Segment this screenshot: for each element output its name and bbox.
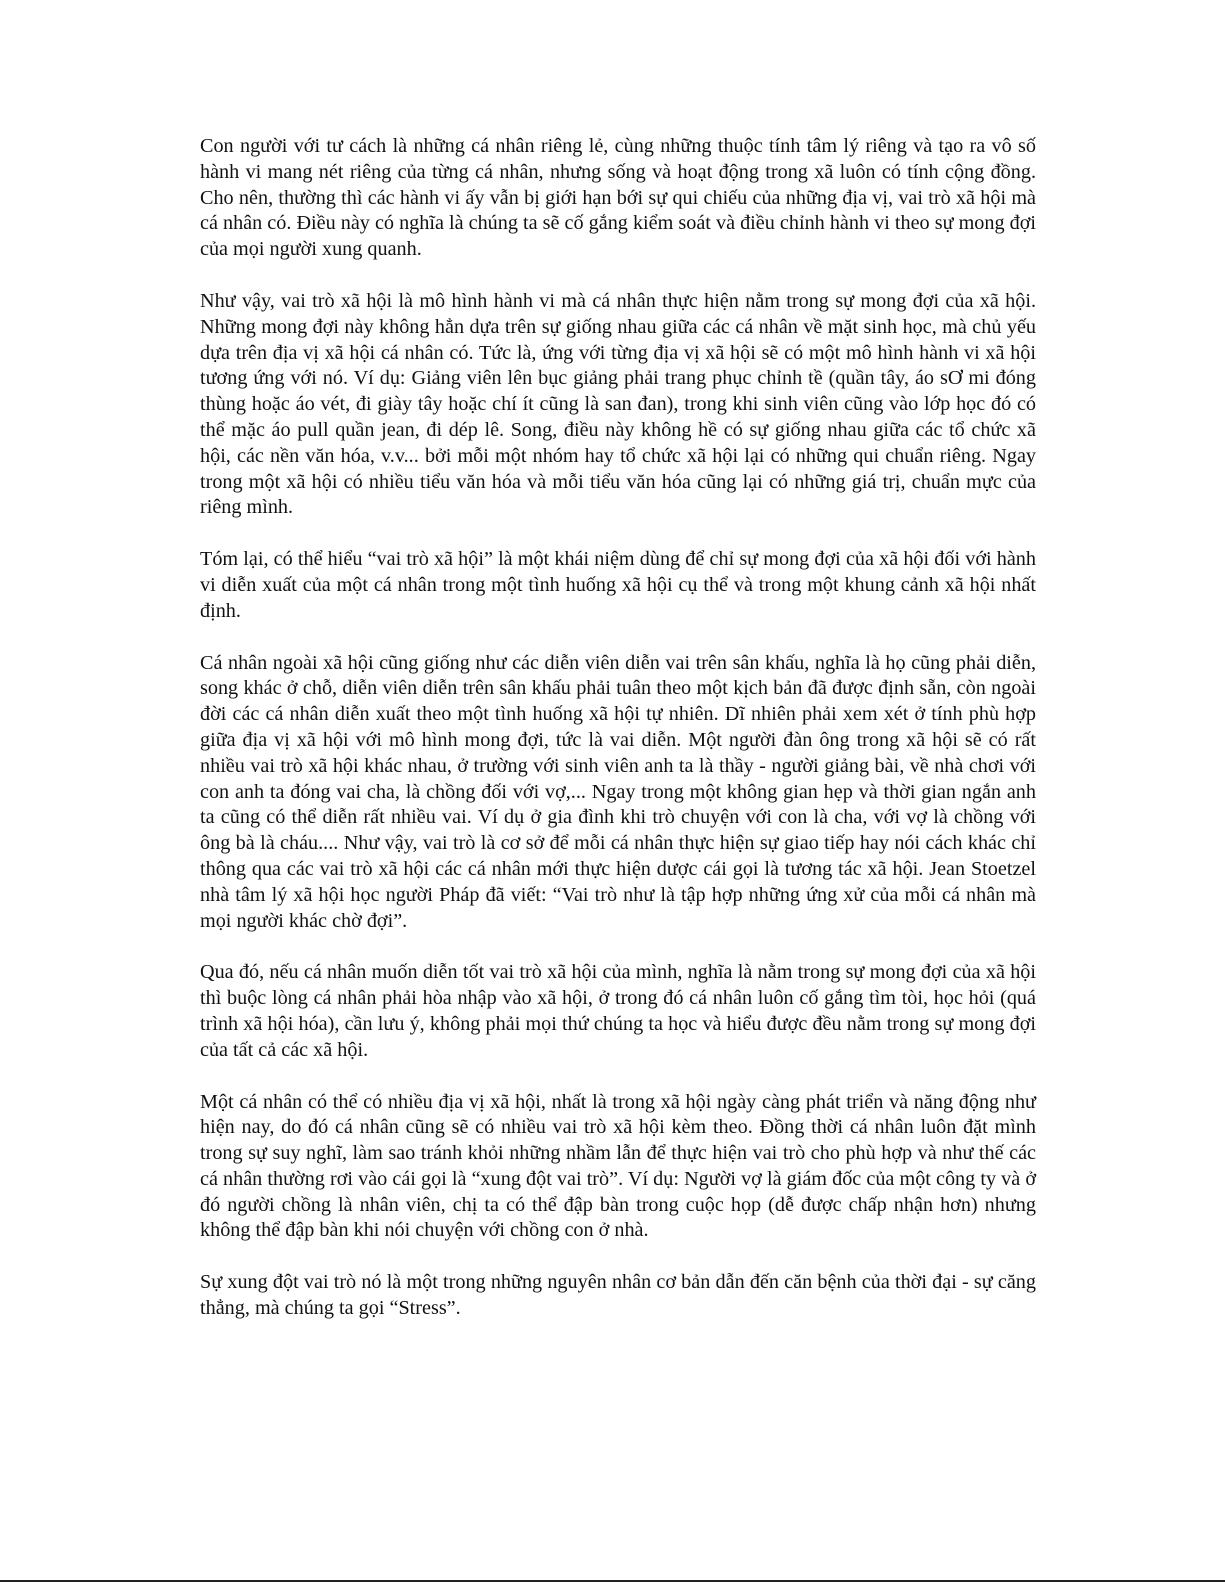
paragraph-2: Như vậy, vai trò xã hội là mô hình hành vi mà cá nhân thực hiện nằm trong sự mong đợi của xã hội. Những mong đợi này không hẳn dựa trên sự giống nhau giữa các cá nhân về mặt sinh học, mà chủ yếu dựa trên địa vị xã hội cá nhân có. Tức là, ứng với từng địa vị xã hội sẽ có một mô hình hành vi xã hội tương ứng với nó. Ví dụ: Giảng viên lên bục giảng phải trang phục chỉnh tề (quần tây, áo sƠ mi đóng thùng hoặc áo vét, đi giày tây hoặc chí ít cũng là san đan), trong khi sinh viên cũng vào lớp học đó có thể mặc áo pull quần jean, đi dép lê. Song, điều này không hề có sự giống nhau giữa các tổ chức xã hội, các nền văn hóa, v.v... bởi mỗi một nhóm hay tổ chức xã hội lại có những qui chuẩn riêng. Ngay trong một xã hội có nhiều tiểu văn hóa và mỗi tiểu văn hóa cũng lại có những giá trị, chuẩn mực của riêng mình. [200,289,1036,519]
document-body [200,134,1036,1348]
paragraph-4: Cá nhân ngoài xã hội cũng giống như các diễn viên diễn vai trên sân khấu, nghĩa là họ cũng phải diễn, song khác ở chỗ, diễn viên diễn trên sân khấu phải tuân theo một kịch bản đã được định sẵn, còn ngoài đời các cá nhân diễn xuất theo một tình huống xã hội tự nhiên. Dĩ nhiên phải xem xét ở tính phù hợp giữa địa vị xã hội với mô hình mong đợi, tức là vai diễn. Một người đàn ông trong xã hội sẽ có rất nhiều vai trò xã hội khác nhau, ở trường với sinh viên anh ta là thầy - người giảng bài, về nhà chơi với con anh ta đóng vai cha, là chồng đối với vợ,... Ngay trong một không gian hẹp và thời gian ngắn anh ta cũng có thể diễn rất nhiều vai. Ví dụ ở gia đình khi trò chuyện với con là cha, với vợ là chồng với ông bà là cháu.... Như vậy, vai trò là cơ sở để mỗi cá nhân thực hiện sự giao tiếp hay nói cách khác chỉ thông qua các vai trò xã hội các cá nhân mới thực hiện dược cái gọi là tương tác xã hội. Jean Stoetzel nhà tâm lý xã hội học người Pháp đã viết: “Vai trò như là tập hợp những ứng xử của mỗi cá nhân mà mọi người khác chờ đợi”. [200,651,1036,932]
paragraph-3: Tóm lại, có thể hiểu “vai trò xã hội” là một khái niệm dùng để chỉ sự mong đợi của xã hội đối với hành vi diễn xuất của một cá nhân trong một tình huống xã hội cụ thể và trong một khung cảnh xã hội nhất định. [200,548,1036,622]
page-bottom-divider [0,1580,1225,1582]
paragraph-1: Con người với tư cách là những cá nhân riêng lẻ, cùng những thuộc tính tâm lý riêng và tạo ra vô số hành vi mang nét riêng của từng cá nhân, nhưng sống và hoạt động trong xã luôn có tính cộng đồng. Cho nên, thường thì các hành vi ấy vẫn bị giới hạn bới sự qui chiếu của những địa vị, vai trò xã hội mà cá nhân có. Điều này có nghĩa là chúng ta sẽ cố gắng kiểm soát và điều chỉnh hành vi theo sự mong đợi của mọi người xung quanh. [200,135,1036,261]
paragraph-6: Một cá nhân có thể có nhiều địa vị xã hội, nhất là trong xã hội ngày càng phát triển và năng động như hiện nay, do đó cá nhân cũng sẽ có nhiều vai trò xã hội kèm theo. Đồng thời cá nhân luôn đặt mình trong sự suy nghĩ, làm sao tránh khỏi những nhầm lẫn để thực hiện vai trò cho phù hợp và như thế các cá nhân thường rơi vào cái gọi là “xung đột vai trò”. Ví dụ: Người vợ là giám đốc của một công ty và ở đó người chồng là nhân viên, chị ta có thể đập bàn trong cuộc họp (dễ được chấp nhận hơn) nhưng không thể đập bàn khi nói chuyện với chồng con ở nhà. [200,1090,1036,1242]
paragraph-5: Qua đó, nếu cá nhân muốn diễn tốt vai trò xã hội của mình, nghĩa là nằm trong sự mong đợi của xã hội thì buộc lòng cá nhân phải hòa nhập vào xã hội, ở trong đó cá nhân luôn cố gắng tìm tòi, học hỏi (quá trình xã hội hóa), cần lưu ý, không phải mọi thứ chúng ta học và hiểu được đều nằm trong sự mong đợi của tất cả các xã hội. [200,961,1036,1061]
paragraph-7: Sự xung đột vai trò nó là một trong những nguyên nhân cơ bản dẫn đến căn bệnh của thời đại - sự căng thẳng, mà chúng ta gọi “Stress”. [200,1271,1036,1320]
